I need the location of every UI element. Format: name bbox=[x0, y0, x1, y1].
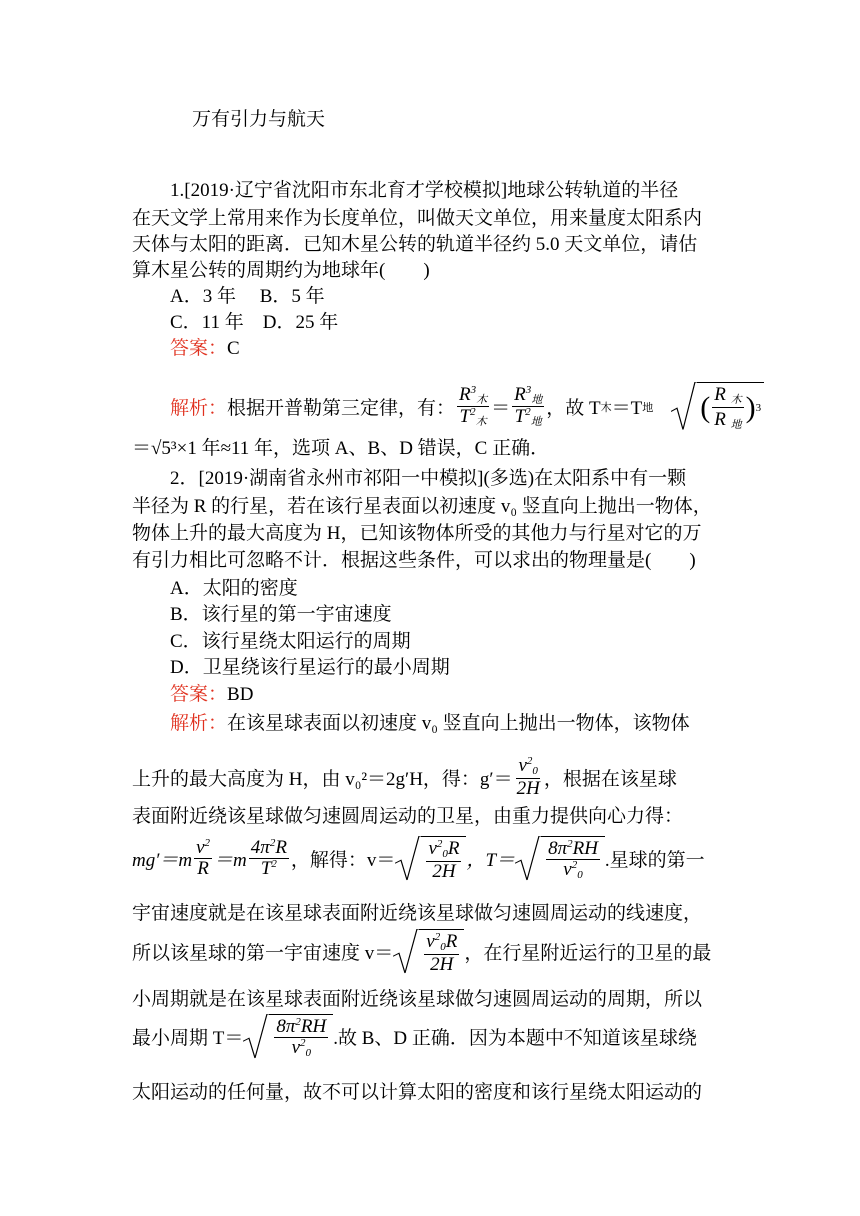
page-title: 万有引力与航天 bbox=[192, 109, 326, 130]
analysis-text: ＝T bbox=[611, 398, 643, 420]
q2-analysis-line-4: mg′＝m $\frac{v^2}{R}$ ＝m $\frac{4\pi^2R}{T^2}$ ，解得：v＝ $\frac{v^2_0R}{2H}$ ，T＝ $\frac{8\pi^2RH}{v^2_0}$ .星球的第一 bbox=[132, 837, 705, 882]
q2-analysis-line-6: 所以该星球的第一宇宙速度 v＝ $\frac{v^2_0R}{2H}$ ，在行星附近运行的卫星的最 bbox=[132, 931, 712, 975]
q1-stem-line-2: 在天文学上常用来作为长度单位，叫做天文单位，用来量度太阳系内 bbox=[132, 208, 703, 229]
q2-option-a: A．太阳的密度 bbox=[170, 578, 298, 599]
q1-stem-line-1: 1.[2019·辽宁省沈阳市东北育才学校模拟]地球公转轨道的半径 bbox=[170, 180, 679, 201]
analysis-text: 在该星球表面以初速度 v₀ 竖直向上抛出一物体，该物体 bbox=[227, 713, 690, 734]
q2-analysis-line-5: 宇宙速度就是在该星球表面附近绕该星球做匀速圆周运动的线速度， bbox=[132, 903, 703, 924]
q1-analysis-line-1: 解析： 根据开普勒第三定律，有： $\frac{R^3_木}{T^2_木}$ ＝ $\frac{R^3_地}{T^2_地}$ ，故 T 木 ＝T 地 ( $\frac{R _木}{R _地}$ ) 3 bbox=[170, 382, 764, 431]
q1-stem-line-3: 天体与太阳的距离．已知木星公转的轨道半径约 5.0 天文单位，请估 bbox=[132, 234, 698, 255]
q1-answer bbox=[170, 336, 240, 362]
answer-value: C bbox=[227, 338, 240, 359]
sqrt-formula: $\frac{v^2_0R}{2H}$ bbox=[395, 836, 466, 881]
sqrt-formula: $\frac{8\pi^2RH}{v^2_0}$ bbox=[515, 836, 605, 881]
answer-value: BD bbox=[227, 684, 254, 705]
q2-option-d: D．卫星绕该行星运行的最小周期 bbox=[170, 657, 450, 678]
q2-stem-line-1: 2．[2019·湖南省永州市祁阳一中模拟](多选)在太阳系中有一颗 bbox=[170, 468, 687, 489]
q1-analysis-line-2: ＝√5³×1 年≈11 年，选项 A、B、D 错误，C 正确． bbox=[132, 438, 550, 459]
formula-fraction: $\frac{v^2_0}{2H}$ bbox=[516, 755, 540, 799]
q1-option-cd: C．11 年 D．25 年 bbox=[170, 312, 339, 333]
sqrt-formula: $\frac{v^2_0R}{2H}$ bbox=[393, 929, 464, 974]
q2-stem-line-2: 半径为 R 的行星，若在该行星表面以初速度 v₀ 竖直向上抛出一物体， bbox=[132, 496, 712, 517]
q2-analysis-line-9: 太阳运动的任何量，故不可以计算太阳的密度和该行星绕太阳运动的 bbox=[132, 1082, 703, 1103]
answer-label: 答案： bbox=[170, 338, 228, 359]
q2-analysis-line-8: 最小周期 T＝ $\frac{8\pi^2RH}{v^2_0}$ .故 B、D 正确．因为本题中不知道该星球绕 bbox=[132, 1016, 697, 1059]
analysis-text: 根据开普勒第三定律，有： bbox=[227, 398, 456, 420]
formula-fraction: $\frac{4\pi^2R}{T^2}$ bbox=[250, 837, 287, 880]
q2-analysis-line-7: 小周期就是在该星球表面附近绕该星球做匀速圆周运动的周期，所以 bbox=[132, 989, 703, 1010]
sqrt-formula: ( $\frac{R _木}{R _地}$ ) 3 bbox=[671, 382, 764, 431]
q1-option-ab: A．3 年 B．5 年 bbox=[170, 286, 325, 307]
formula-fraction: $\frac{v^2}{R}$ bbox=[196, 837, 211, 880]
q2-analysis-line-2: 上升的最大高度为 H，由 v₀²＝2g′H，得：g′＝ $\frac{v^2_0}{2H}$ ，根据在该星球 bbox=[132, 755, 677, 799]
sqrt-formula: $\frac{8\pi^2RH}{v^2_0}$ bbox=[243, 1014, 333, 1059]
q2-analysis-line-1 bbox=[170, 711, 690, 737]
q2-answer bbox=[170, 682, 253, 708]
analysis-label: 解析： bbox=[170, 398, 228, 420]
answer-label: 答案： bbox=[170, 684, 228, 705]
q1-stem-line-4: 算木星公转的周期约为地球年( ) bbox=[132, 260, 430, 281]
q2-stem-line-3: 物体上升的最大高度为 H，已知该物体所受的其他力与行星对它的万 bbox=[132, 523, 702, 544]
q2-option-b: B．该行星的第一宇宙速度 bbox=[170, 604, 392, 625]
formula-fraction: $\frac{R^3_地}{T^2_地}$ bbox=[514, 383, 543, 429]
formula-fraction: $\frac{R^3_木}{T^2_木}$ bbox=[459, 383, 488, 429]
q2-stem-line-4: 有引力相比可忽略不计．根据这些条件，可以求出的物理量是( ) bbox=[132, 550, 696, 571]
q2-analysis-line-3: 表面附近绕该星球做匀速圆周运动的卫星，由重力提供向心力得： bbox=[132, 806, 684, 827]
q2-option-c: C．该行星绕太阳运行的周期 bbox=[170, 631, 411, 652]
analysis-text: ，故 T bbox=[546, 398, 601, 420]
analysis-label: 解析： bbox=[170, 713, 228, 734]
